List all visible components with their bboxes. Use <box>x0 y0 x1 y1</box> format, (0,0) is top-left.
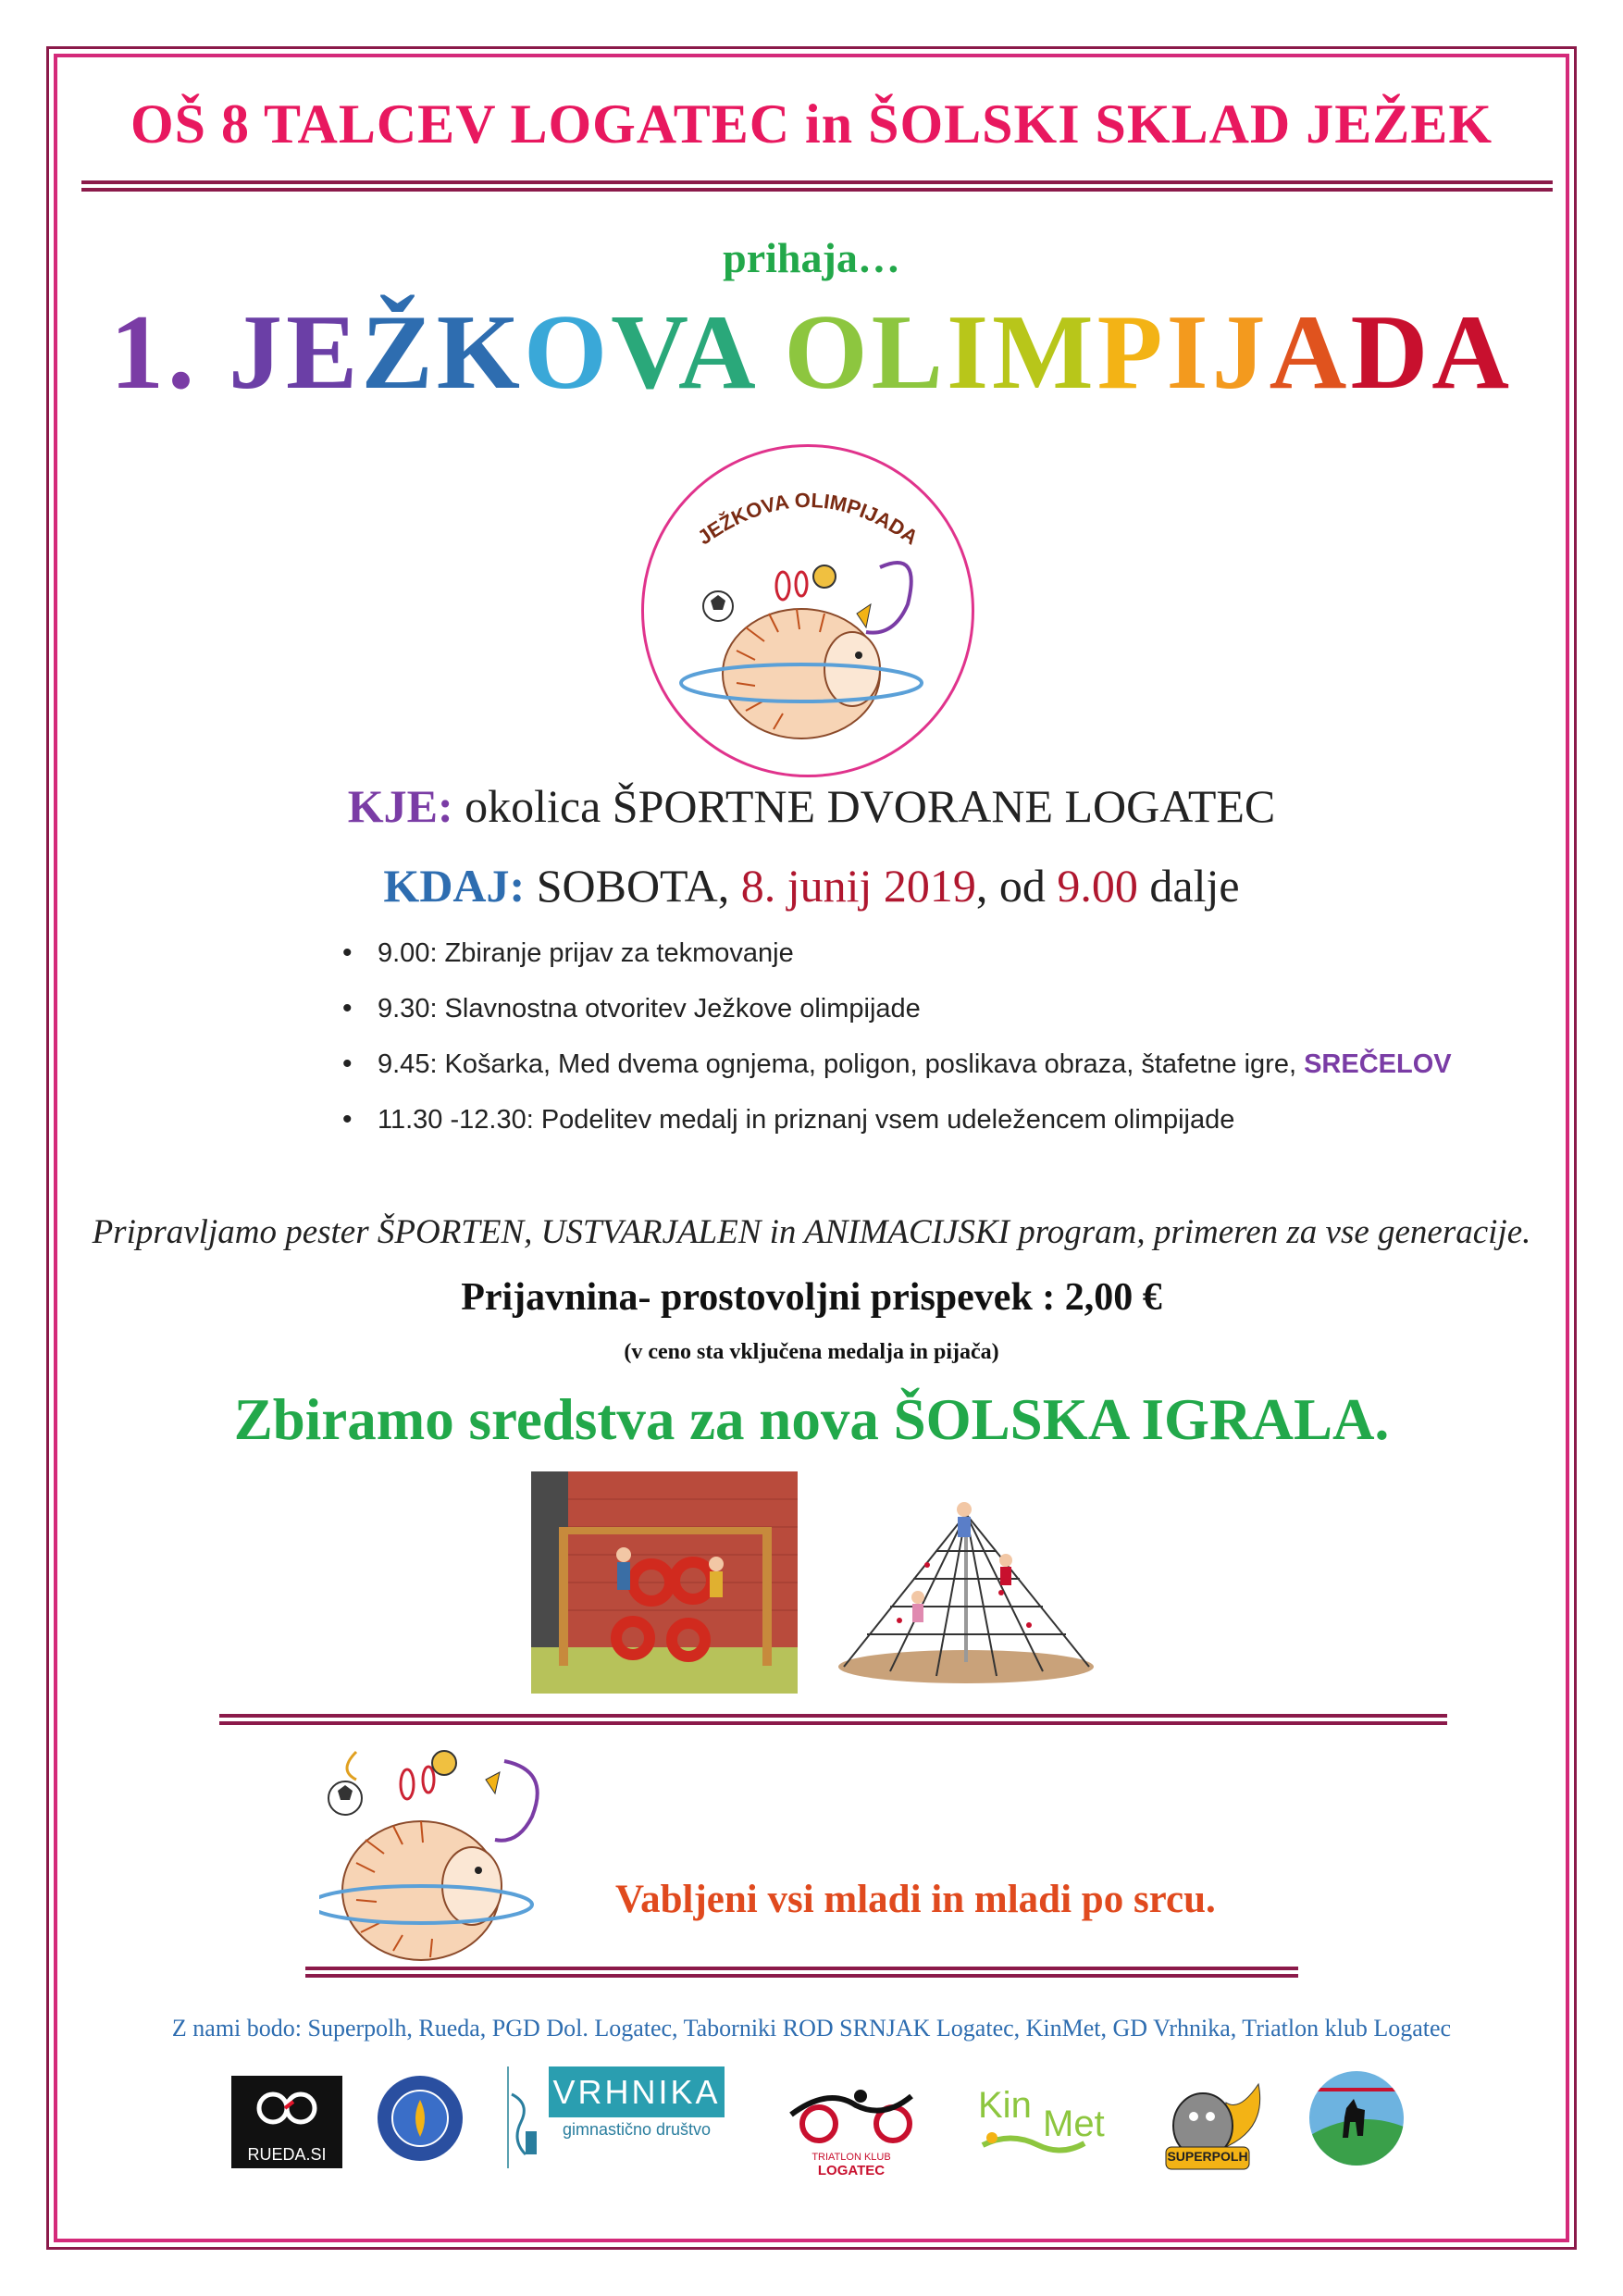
triatlon-top-text: TRIATLON KLUB <box>812 2152 891 2163</box>
kdaj-day: SOBOTA, <box>536 860 730 912</box>
gd-vrhnika-title: VRHNIKA <box>549 2066 725 2117</box>
svg-text:JEŽKOVA OLIMPIJADA <box>693 489 923 550</box>
registration-fee: Prijavnina- prostovoljni prispevek : 2,00 € <box>461 1276 1162 1319</box>
title-segment: 1. <box>109 293 229 412</box>
schedule-item <box>342 1092 1452 1148</box>
hedgehog-logo-icon <box>644 447 972 775</box>
kdaj-sep: , od <box>975 860 1046 912</box>
title-segment: P <box>1096 293 1167 412</box>
title-segment: O <box>523 293 612 412</box>
logo-arc-text: JEŽKOVA OLIMPIJADA <box>693 488 923 550</box>
superpolh-text: SUPERPOLH <box>1167 2149 1248 2164</box>
schedule-item <box>342 981 1452 1036</box>
pgd-logo <box>378 2076 463 2161</box>
header-title: OŠ 8 TALCEV LOGATEC in ŠOLSKI SKLAD JEŽEK <box>130 93 1493 155</box>
triatlon-klub-logo <box>773 2087 930 2178</box>
triatlon-bottom-text: LOGATEC <box>817 2163 886 2178</box>
rueda-logo-text: RUEDA.SI <box>247 2145 327 2164</box>
kje-label: KJE: <box>347 780 453 832</box>
schedule-list <box>342 925 1452 1148</box>
prihaja-text: prihaja… <box>723 234 900 281</box>
schedule-item-text: 9.45: Košarka, Med dvema ognjema, poligon, poslikava obraza, štafetne igre, <box>378 1049 1297 1079</box>
srecelov-highlight: SREČELOV <box>1304 1049 1452 1079</box>
title-segment: VA <box>611 293 785 412</box>
header-divider <box>81 180 1553 192</box>
gd-vrhnika-logo <box>502 2066 734 2168</box>
title-segment: DA <box>1350 293 1513 412</box>
kinmet-text-a: Kin <box>978 2085 1032 2126</box>
taborniki-srnjak-logo <box>1309 2071 1404 2166</box>
schedule-item-text: 11.30 -12.30: Podelitev medalj in priznanj vsem udeležencem olimpijade <box>378 1105 1235 1135</box>
date-line <box>0 859 1623 912</box>
location-line <box>0 779 1623 833</box>
title-segment: OL <box>784 293 948 412</box>
playground-photo-rope-pyramid <box>835 1486 1098 1684</box>
kdaj-label: KDAJ: <box>383 860 526 912</box>
program-description: Pripravljamo pester ŠPORTEN, USTVARJALEN in ANIMACIJSKI program, primeren za vse generacije. <box>92 1213 1531 1251</box>
kdaj-date: 8. junij 2019 <box>740 860 976 912</box>
divider-line-bottom <box>305 1967 1298 1978</box>
schedule-item-text: 9.00: Zbiranje prijav za tekmovanje <box>378 938 794 968</box>
playground-photo-climbing-frame <box>531 1471 798 1694</box>
olympiad-title <box>0 292 1623 415</box>
sponsors-line: Z nami bodo: Superpolh, Rueda, PGD Dol. Logatec, Taborniki ROD SRNJAK Logatec, KinMet, GD Vrhnika, Triatlon klub Logatec <box>171 2015 1452 2042</box>
kdaj-time: 9.00 <box>1057 860 1138 912</box>
title-segment: ŽK <box>361 293 524 412</box>
rueda-logo <box>231 2076 342 2168</box>
schedule-item <box>342 925 1452 981</box>
kinmet-text-b: Met <box>1043 2104 1105 2144</box>
superpolh-logo <box>1157 2075 1272 2177</box>
title-segment: IM <box>947 293 1097 412</box>
hedgehog-illustration <box>319 1743 560 1983</box>
schedule-item-text: 9.30: Slavnostna otvoritev Ježkove olimpijade <box>378 994 921 1024</box>
title-segment: A <box>1269 293 1351 412</box>
kinmet-logo <box>973 2080 1131 2164</box>
fee-note: (v ceno sta vključena medalja in pijača) <box>624 1340 999 1364</box>
schedule-item <box>342 1036 1452 1092</box>
title-segment: IJ <box>1166 293 1270 412</box>
olympiad-logo <box>641 444 974 777</box>
kje-value: okolica ŠPORTNE DVORANE LOGATEC <box>465 780 1276 832</box>
divider-line <box>219 1714 1447 1725</box>
invitation-text: Vabljeni vsi mladi in mladi po srcu. <box>615 1878 1216 1921</box>
title-segment: JE <box>228 293 362 412</box>
kdaj-after: dalje <box>1149 860 1240 912</box>
gd-vrhnika-subtitle: gimnastično društvo <box>562 2120 712 2139</box>
fundraising-heading: Zbiramo sredstva za nova ŠOLSKA IGRALA. <box>233 1387 1390 1452</box>
